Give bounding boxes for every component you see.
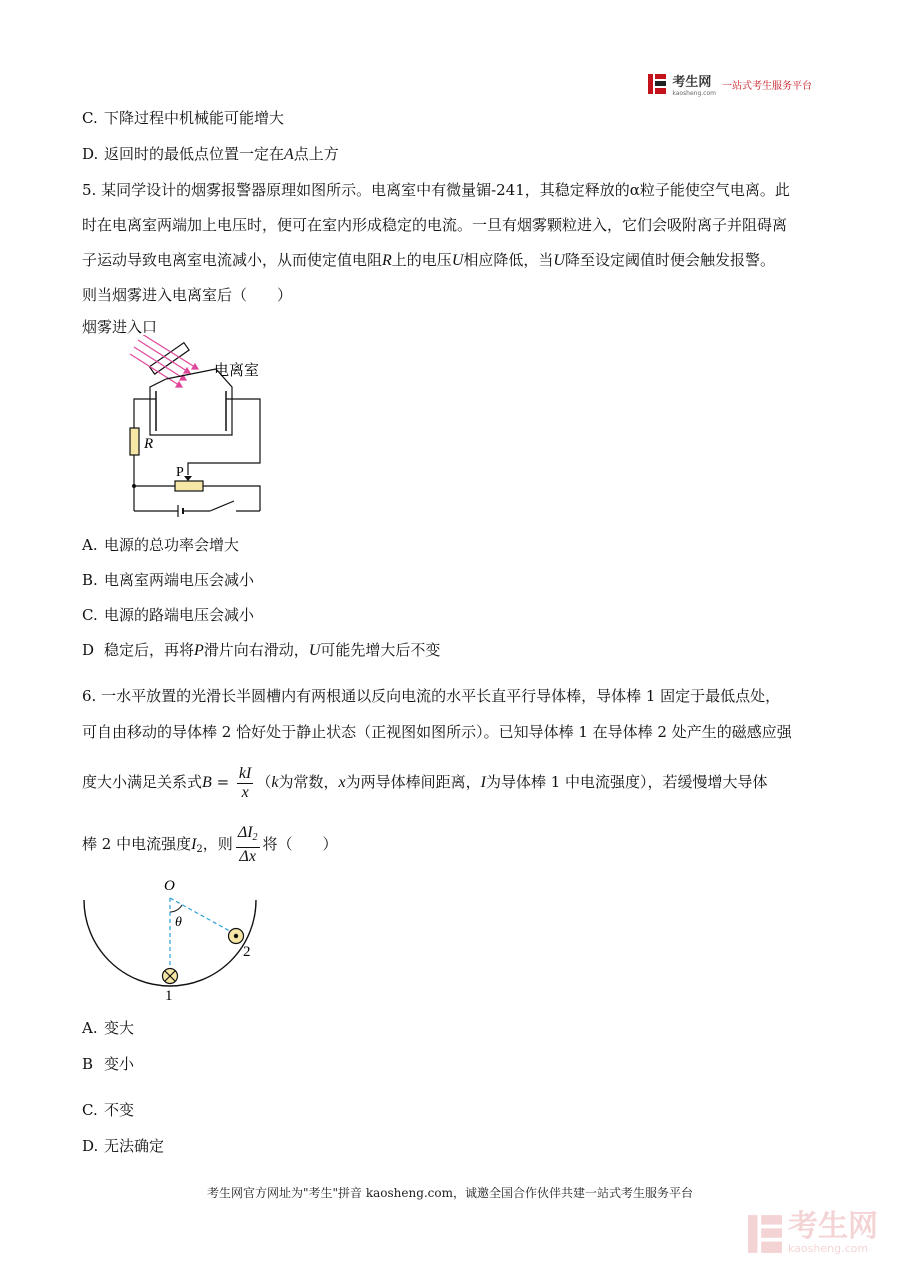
q5-option-b [82, 570, 254, 590]
option-text: 可能先增大后不变 [320, 641, 441, 659]
rod-1-label: 1 [165, 988, 173, 1004]
option-key: C. [82, 606, 98, 624]
header-logo [648, 70, 812, 98]
text: 为常数， [278, 773, 339, 791]
q5-stem-line3 [82, 250, 775, 271]
text: 相应降低，当 [463, 251, 554, 269]
option-key: D [82, 641, 95, 659]
q6-stem-line2: 可自由移动的导体棒 2 恰好处于静止状态（正视图如图所示）。已知导体棒 1 在导体棒 2 处产生的磁感应强 [82, 723, 792, 741]
q5-stem-line2: 时在电离室两端加上电压时，便可在室内形成稳定的电流。一旦有烟雾颗粒进入，它们会吸附离子并阻碍离 [82, 216, 788, 234]
var-k: k [271, 774, 279, 791]
var-i: I [480, 774, 486, 791]
subscript: 2 [252, 832, 258, 843]
resistor-r-icon [130, 428, 139, 455]
option-text: 无法确定 [104, 1137, 165, 1155]
fraction-denominator: x [241, 783, 249, 801]
option-key: B [82, 1055, 94, 1073]
q5-circuit-diagram [110, 335, 280, 525]
var-r: R [382, 252, 392, 269]
option-text: 返回时的最低点位置一定在 [104, 145, 285, 163]
watermark [748, 1209, 878, 1255]
numerator-text: ΔI [237, 824, 253, 841]
logo-brand: 考生网 [672, 75, 712, 90]
watermark-domain: kaosheng.com [788, 1242, 869, 1255]
logo-domain: kaosheng.com [672, 90, 716, 97]
logo-slogan: 一站式考生服务平台 [722, 80, 812, 92]
wire [188, 399, 260, 475]
option-text: 变小 [104, 1055, 135, 1073]
option-key: C. [82, 109, 98, 127]
rod-2-label: 2 [243, 944, 251, 960]
fraction-delta-i2-over-delta-x [236, 824, 260, 866]
fraction-ki-over-x [237, 765, 253, 802]
chamber-label: 电离室 [214, 363, 260, 379]
watermark-brand: 考生网 [788, 1209, 878, 1244]
text: 将（ ） [262, 835, 338, 853]
q5-option-a [82, 535, 239, 555]
option-text: 稳定后，再将 [104, 641, 195, 659]
option-text: 变大 [104, 1019, 135, 1037]
option-text: 电源的总功率会增大 [104, 536, 240, 554]
rod-1-current-in-icon [163, 969, 178, 984]
q4-option-d [82, 144, 339, 165]
rheostat-icon [175, 481, 203, 491]
var-x: x [338, 774, 346, 791]
q4-option-c [82, 108, 284, 128]
q5-option-d [82, 640, 440, 661]
q5-option-c [82, 605, 254, 625]
slider-arrow-icon [184, 476, 192, 481]
var-u: U [308, 642, 321, 659]
watermark-text-block [788, 1209, 878, 1255]
var-u: U [553, 252, 565, 269]
center-label: O [164, 878, 175, 894]
subscript: 2 [196, 844, 203, 855]
logo-brand-block [672, 71, 716, 97]
option-text: 电源的路端电压会减小 [104, 606, 255, 624]
q6-stem-line4 [82, 822, 338, 872]
option-key: B. [82, 571, 98, 589]
option-key: D. [82, 1137, 99, 1155]
text: （ [256, 773, 272, 791]
q6-option-c [82, 1100, 134, 1120]
option-key: C. [82, 1101, 98, 1119]
angle-label: θ [175, 915, 182, 930]
option-text-tail: 点上方 [293, 145, 339, 163]
angle-arc [170, 905, 182, 912]
q6-option-d [82, 1136, 164, 1156]
chamber-top-left [166, 369, 216, 379]
q5-stem-line1: 5. 某同学设计的烟雾报警器原理如图所示。电离室中有微量镅-241，其稳定释放的α粒子能使空气电离。此 [82, 181, 790, 199]
slider-label: P [176, 465, 184, 480]
option-text: 滑片向右滑动， [203, 641, 309, 659]
wire [203, 486, 260, 511]
option-key: A. [82, 1019, 98, 1037]
resistor-label: R [144, 436, 154, 452]
text: 棒 2 中电流强度 [82, 835, 192, 853]
fraction-numerator [236, 824, 260, 848]
var-b: B [202, 774, 212, 791]
watermark-logo-icon [748, 1214, 782, 1254]
rod-2-current-out-icon [229, 929, 244, 944]
fraction-denominator: Δx [239, 848, 256, 865]
text: 降至设定阈值时便会触发报警。 [564, 251, 775, 269]
var-u: U [451, 252, 464, 269]
option-text: 下降过程中机械能可能增大 [104, 109, 285, 127]
wire [134, 399, 156, 428]
var-p: P [194, 642, 204, 659]
option-key: A. [82, 536, 98, 554]
q6-option-a [82, 1018, 134, 1038]
var-i: I [191, 836, 197, 853]
q6-stem-line3 [82, 760, 768, 805]
option-text: 不变 [104, 1101, 135, 1119]
q6-stem-line1: 6. 一水平放置的光滑长半圆槽内有两根通以反向电流的水平长直平行导体棒，导体棒 1 固定于最低点处， [82, 687, 781, 705]
option-text: 电离室两端电压会减小 [104, 571, 255, 589]
kaosheng-logo-icon [648, 74, 666, 94]
q5-stem-line4: 则当烟雾进入电离室后（ ） [82, 286, 293, 304]
switch-icon [210, 501, 234, 511]
text: 为两导体棒间距离， [345, 773, 481, 791]
page-footer: 考生网官方网址为"考生"拼音 kaosheng.com，诚邀全国合作伙伴共建一站式考生服务平台 [206, 1186, 694, 1200]
text: 为导体棒 1 中电流强度），若缓慢增大导体 [485, 773, 768, 791]
q6-semicircle-diagram [78, 872, 268, 1007]
var-a: A [284, 146, 294, 163]
option-key: D. [82, 145, 99, 163]
text: 子运动导致电离室电流减小，从而使定值电阻 [82, 251, 383, 269]
q6-option-b [82, 1054, 134, 1074]
text: ，则 [202, 835, 233, 853]
fraction-numerator: kI [238, 764, 252, 782]
text: 上的电压 [391, 251, 452, 269]
text: 度大小满足关系式 [82, 773, 203, 791]
q5-figure-inlet-label: 烟雾进入口 [82, 318, 158, 336]
equals-sign: = [211, 773, 234, 791]
